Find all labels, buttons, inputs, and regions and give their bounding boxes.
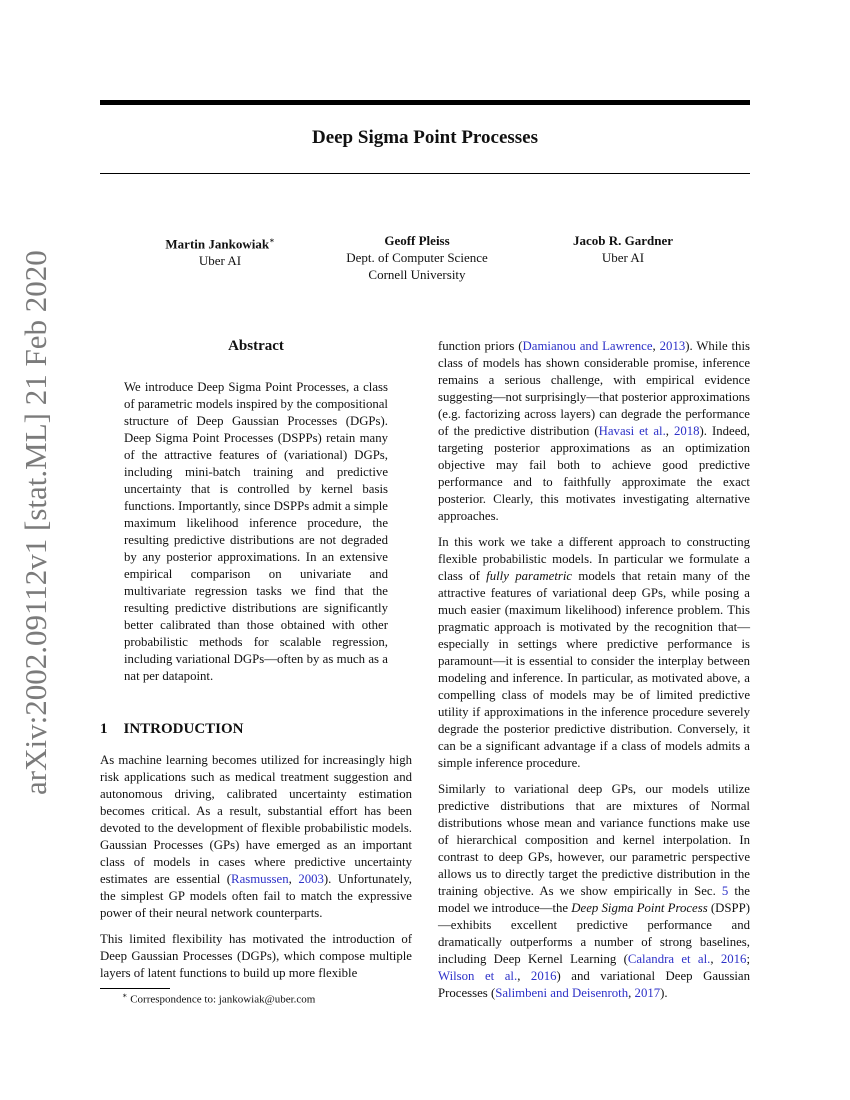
section-ref-link[interactable]: 5 [721,884,729,898]
citation-link[interactable]: 2003 [298,872,324,886]
footnote-mark: ∗ [122,991,128,1000]
paper-title: Deep Sigma Point Processes [311,127,539,148]
citation-link[interactable]: Salimbeni and Deisenroth [495,986,629,1000]
footnote-rule [100,988,170,989]
citation-link[interactable]: Havasi et al. [598,424,666,438]
emphasis: fully parametric [486,569,573,583]
citation-link[interactable]: 2017 [634,986,661,1000]
right-column [438,338,750,1011]
citation-link[interactable]: 2016 [720,952,747,966]
footnote-mark[interactable]: ∗ [269,236,275,245]
section-heading [100,721,412,738]
citation-link[interactable]: 2016 [530,969,557,983]
citation-link[interactable]: Damianou and Lawrence [522,339,653,353]
author-block [327,232,507,283]
author-affiliation: Uber AI [601,250,645,265]
paragraph: In this work we take a different approach to constructing flexible probabilistic models. In particular we formulate a class of fully parametric models that retain many of the attractive features of variational deep GPs, while posing a much easier (maximum likelihood) inference problem. This pragmatic approach is motivated by the recognition that—especially in settings where predictive performance is paramount—it is essential to consider the interplay between modeling and inference. In particular, as motivated above, a compelling class of models may be of limited predictive utility if approximations in the inference procedure severely degrade the posterior predictive distribution. Conversely, it can be a significant advantage if a class of models admits a simple inference procedure. [438,535,751,770]
paragraph: Similarly to variational deep GPs, our models utilize predictive distributions that are mixtures of Normal distributions whose mean and variance functions make use of hierarchical composition and kernel interpolation. In contrast to deep GPs, however, our parametric perspective allows us to directly target the predictive distribution in the training objective. As we show empirically in Sec. 5 the model we introduce—the Deep Sigma Point Process (DSPP)—exhibits excellent predictive performance and dramatically outperforms a number of strong baselines, including Deep Kernel Learning (Calandra et al., 2016; Wilson et al., 2016) and variational Deep Gaussian Processes (Salimbeni and Deisenroth, 2017). [438,782,750,1000]
paragraph: As machine learning becomes utilized for increasingly high risk applications such as medical treatment suggestion and autonomous driving, calibrated uncertainty estimation becomes critical. As a result, substantial effort has been devoted to the development of flexible probabilistic models. Gaussian Processes (GPs) have emerged as an important class of models in cases where predictive uncertainty estimates are essential (Rasmussen, 2003). Unfortunately, the simplest GP models often fail to match the expressive power of their neural network counterparts. [100,753,413,920]
abstract-heading: Abstract [228,338,284,354]
citation-link[interactable]: Wilson et al. [438,969,518,983]
citation-link[interactable]: Rasmussen [231,872,289,886]
citation-link[interactable]: 2018 [673,424,700,438]
left-column [100,338,412,991]
section-number: 1 [100,721,108,737]
author-block [548,232,698,266]
section-title: INTRODUCTION [123,721,244,737]
author-affiliation: Dept. of Computer Science [346,250,488,265]
title-bottom-rule [100,173,750,174]
citation-link[interactable]: Calandra et al. [627,952,711,966]
footnote [122,991,315,1006]
emphasis: Deep Sigma Point Process [571,901,708,915]
citation-link[interactable]: 2013 [659,339,686,353]
author-affiliation: Uber AI [198,253,242,269]
arxiv-stamp: arXiv:2002.09112v1 [stat.ML] 21 Feb 2020 [18,250,53,795]
title-top-rule [100,100,750,105]
paragraph: function priors (Damianou and Lawrence, 2013). While this class of models has shown considerable promise, inference remains a serious challenge, with empirical evidence suggesting—not surprisingly—that posterior approximations (e.g. factorizing across layers) can degrade the performance of the predictive distribution (Havasi et al., 2018). Indeed, targeting posterior approximations as an optimization objective may fail both to achieve good predictive performance and to faithfully approximate the exact posterior. Clearly, this motivates investigating alternative approaches. [438,339,750,523]
footnote-text: Correspondence to: jankowiak@uber.com [130,993,316,1006]
author-affiliation: Cornell University [368,267,466,282]
author-block [140,232,300,269]
author-name: Geoff Pleiss [384,233,450,248]
abstract-text: We introduce Deep Sigma Point Processes, a class of parametric models inspired by the compositional structure of Deep Gaussian Processes (DGPs). Deep Sigma Point Processes (DSPPs) retain many of the attractive features of (variational) DGPs, including mini-batch training and predictive uncertainty that is controlled by kernel basis functions. Importantly, since DSPPs admit a simple maximum likelihood inference procedure, the resulting predictive distributions are not degraded by any posterior approximations. In an extensive empirical comparison on univariate and multivariate regression tasks we find that the resulting predictive distributions are significantly better calibrated than those obtained with other probabilistic methods for scalable regression, including variational DGPs—often by as much as a nat per datapoint. [124,380,388,683]
author-name: Martin Jankowiak∗ [165,236,275,252]
paragraph: This limited flexibility has motivated the introduction of Deep Gaussian Processes (DGPs), which compose multiple layers of latent functions to build up more flexible [100,932,412,980]
author-name: Jacob R. Gardner [572,233,674,248]
